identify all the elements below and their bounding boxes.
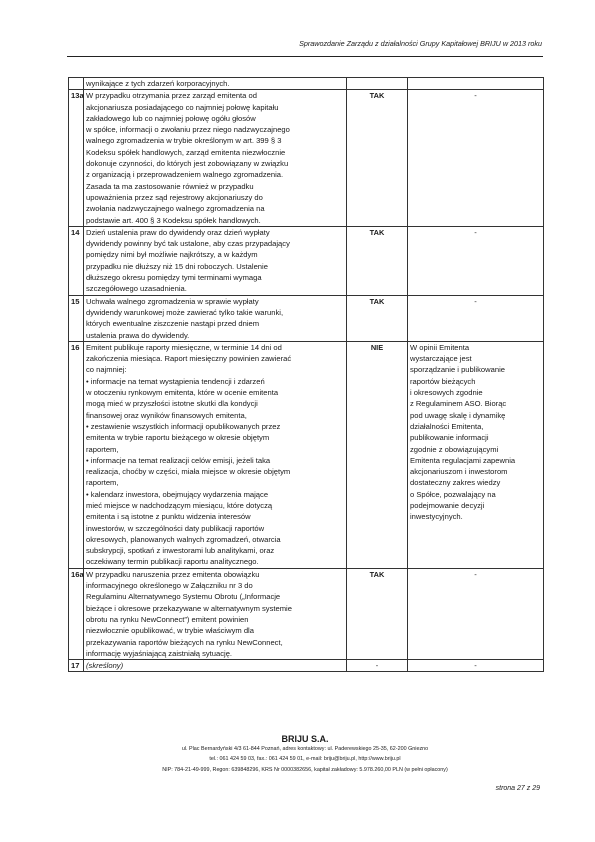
comment-line: o Spółce, pozwalający na <box>410 489 496 499</box>
principle-text-line: zwołania nadzwyczajnego walnego zgromadzenia na <box>86 204 265 214</box>
compliance-answer: NIE <box>347 341 408 568</box>
principle-text-line: okresowych, planowanych walnych zgromadzeń, otwarcia <box>86 534 281 544</box>
principle-text-line: ustalenia prawa do dywidendy. <box>86 330 190 340</box>
principle-text-line: dłuższego okresu pomiędzy tymi terminami wymaga <box>86 273 262 283</box>
principle-number: 16 <box>69 341 84 568</box>
principle-text-line: pomiędzy nimi był możliwie najkrótszy, a w każdym <box>86 250 258 260</box>
compliance-comment: - <box>408 568 544 659</box>
table-row <box>69 90 544 227</box>
principle-number <box>69 78 84 90</box>
principle-text-line: niezwłocznie opublikować, w trybie właściwym dla <box>86 626 254 636</box>
principle-text-line: których ewentualne ziszczenie nastąpi przed dniem <box>86 319 260 329</box>
compliance-answer: TAK <box>347 90 408 227</box>
principle-text-line: zakładowego lub co najmniej połowę ogółu głosów <box>86 113 256 123</box>
table-row <box>69 295 544 341</box>
comment-line: zgodnie z obowiązującymi <box>410 444 499 454</box>
comment-line: Emitenta regulacjami zapewnia <box>410 455 516 465</box>
comment-line: i okresowych zgodnie <box>410 388 483 398</box>
principle-text-line: w otoczeniu rynkowym emitenta, które w ocenie emitenta <box>86 388 279 398</box>
principle-text-line: przekazywania raportów bieżących na rynku NewConnect, <box>86 637 283 647</box>
principle-text-line: Kodeksu spółek handlowych, zarząd emitenta niezwłocznie <box>86 147 286 157</box>
comment-line: działalności Emitenta, <box>410 421 484 431</box>
principle-text-line: emitenta w trybie raportu bieżącego w okresie objętym <box>86 433 270 443</box>
principle-text-line: raportem, <box>86 444 119 454</box>
principle-text <box>84 341 347 568</box>
compliance-answer: TAK <box>347 295 408 341</box>
principle-text-line: co najmniej: <box>86 365 127 375</box>
footer-registry: NIP: 784-21-49-999, Regon: 639848296, KRS Nr 0000382656, kapitał zakładowy: 5.978.260,00 PLN (w pełni opłacony) <box>162 767 448 773</box>
governance-table <box>68 77 544 672</box>
comment-line: inwestycyjnych. <box>410 512 463 522</box>
principle-text-line: (skreślony) <box>86 661 124 671</box>
principle-text-line: w spółce, informacji o zwołaniu przez niego nadzwyczajnego <box>86 125 290 135</box>
principle-text <box>84 78 347 90</box>
comment-line: sporządzanie i publikowanie <box>410 365 505 375</box>
principle-text-line: akcjonariusza posiadającego co najmniej połowę kapitału <box>86 102 279 112</box>
comment-line: W opinii Emitenta <box>410 342 470 352</box>
compliance-comment <box>408 341 544 568</box>
footer-company-name: BRIJU S.A. <box>281 734 329 744</box>
compliance-answer: TAK <box>347 226 408 295</box>
principle-text-line: Uchwała walnego zgromadzenia w sprawie wypłaty <box>86 296 259 306</box>
comment-line: wystarczające jest <box>410 354 472 364</box>
principle-text <box>84 226 347 295</box>
principle-text-line: Zasada ta ma zastosowanie również w przypadku <box>86 181 254 191</box>
comment-line: akcjonariuszom i inwestorom <box>410 467 508 477</box>
principle-text-line: z organizacją i przeprowadzeniem walnego zgromadzenia. <box>86 170 284 180</box>
principle-text-line: walnego zgromadzenia w trybie określonym w art. 399 § 3 <box>86 136 282 146</box>
principle-text-line: Dzień ustalenia praw do dywidendy oraz dzień wypłaty <box>86 227 270 237</box>
document-header-title: Sprawozdanie Zarządu z działalności Grupy Kapitałowej BRIJU w 2013 roku <box>299 39 542 48</box>
principle-text-line: szczegółowego uzasadnienia. <box>86 284 187 294</box>
compliance-comment: - <box>408 226 544 295</box>
principle-text-line: W przypadku otrzymania przez zarząd emitenta od <box>86 91 257 101</box>
principle-text-line: mieć miejsce w nadchodzącym miesiącu, które dotyczą <box>86 500 273 510</box>
compliance-comment: - <box>408 90 544 227</box>
principle-text-line: zakończenia miesiąca. Raport miesięczny powinien zawierać <box>86 354 292 364</box>
principle-text-line: mogą mieć w przyszłości istotne skutki dla kondycji <box>86 399 258 409</box>
comment-line: dostateczny zakres wiedzy <box>410 478 501 488</box>
principle-text-line: informacyjnego określonego w Załączniku nr 3 do <box>86 581 253 591</box>
comment-line: podejmowanie decyzji <box>410 500 485 510</box>
footer-address: ul. Plac Bernardyński 4/3 61-844 Poznań, adres kontaktowy: ul. Paderewskiego 25-35, 62-200 Gniezno <box>181 746 429 752</box>
principle-number: 17 <box>69 660 84 672</box>
compliance-comment: - <box>408 295 544 341</box>
comment-line: pod uwagę skalę i dynamikę <box>410 410 506 420</box>
table-row <box>69 568 544 659</box>
compliance-comment: - <box>408 660 544 672</box>
principle-text-line: • informacje na temat wystąpienia tendencji i zdarzeń <box>86 376 265 386</box>
principle-text-line: emitenta i są istotne z punktu widzenia interesów <box>86 512 251 522</box>
principle-text-line: bieżące i okresowe przekazywane w alternatywnym systemie <box>86 603 292 613</box>
header-divider <box>67 56 543 57</box>
principle-text-line: upoważnienia przez sąd rejestrowy akcjonariuszy do <box>86 192 263 202</box>
table-row <box>69 226 544 295</box>
compliance-comment <box>408 78 544 90</box>
principle-text-line: Regulaminu Alternatywnego Systemu Obrotu („Informacje <box>86 592 281 602</box>
principle-text-line: dokonuje czynności, do których jest zobowiązany w związku <box>86 159 289 169</box>
principle-number: 15 <box>69 295 84 341</box>
principle-text-line: • kalendarz inwestora, obejmujący wydarzenia mające <box>86 489 269 499</box>
compliance-answer: TAK <box>347 568 408 659</box>
principle-text-line: • zestawienie wszystkich informacji opublikowanych przez <box>86 421 281 431</box>
compliance-answer: - <box>347 660 408 672</box>
principle-text-line: finansowej oraz wyników finansowych emitenta, <box>86 410 247 420</box>
comment-line: publikowanie informacji <box>410 433 489 443</box>
principle-number: 16a <box>69 568 84 659</box>
principle-text-line: wynikające z tych zdarzeń korporacyjnych. <box>86 79 230 88</box>
principle-text-line: dywidendy warunkowej może zawierać tylko takie warunki, <box>86 307 284 317</box>
principle-text <box>84 660 347 672</box>
principle-text-line: Emitent publikuje raporty miesięczne, w terminie 14 dni od <box>86 342 282 352</box>
comment-line: raportów bieżących <box>410 376 476 386</box>
principle-text-line: obrotu na rynku NewConnect”) emitent powinien <box>86 614 249 624</box>
principle-text-line: inwestorów, w szczególności daty publikacji raportów <box>86 523 265 533</box>
table-row <box>69 78 544 90</box>
page-number: strona 27 z 29 <box>495 785 540 792</box>
principle-text-line: raportem, <box>86 478 119 488</box>
principle-text-line: podstawie art. 400 § 3 Kodeksu spółek handlowych. <box>86 215 261 225</box>
principle-text-line: subskrypcji, spotkań z inwestorami lub analitykami, oraz <box>86 546 275 556</box>
footer-contact: tel.: 061 424 59 03, fax.: 061 424 59 01, e-mail: briju@briju.pl, http://www.briju.pl <box>209 756 401 762</box>
principle-text-line: informację wyjaśniającą zaistniałą sytuację. <box>86 648 233 658</box>
principle-text-line: • informacje na temat realizacji celów emisji, jeżeli taka <box>86 455 271 465</box>
principle-text-line: oczekiwany termin publikacji raportu analitycznego. <box>86 557 259 567</box>
principle-text-line: przypadku nie dłuższy niż 15 dni roboczych. Ustalenie <box>86 261 268 271</box>
principle-text <box>84 568 347 659</box>
compliance-answer <box>347 78 408 90</box>
principle-text <box>84 295 347 341</box>
table-row <box>69 660 544 672</box>
principle-text-line: W przypadku naruszenia przez emitenta obowiązku <box>86 569 260 579</box>
principle-text-line: dywidendy powinny być tak ustalone, aby czas przypadający <box>86 239 290 249</box>
principle-number: 14 <box>69 226 84 295</box>
principle-text-line: realizacja, choćby w części, miała miejsce w okresie objętym <box>86 467 291 477</box>
comment-line: z Regulaminem ASO. Biorąc <box>410 399 507 409</box>
principle-text <box>84 90 347 227</box>
principle-number: 13a <box>69 90 84 227</box>
table-row <box>69 341 544 568</box>
